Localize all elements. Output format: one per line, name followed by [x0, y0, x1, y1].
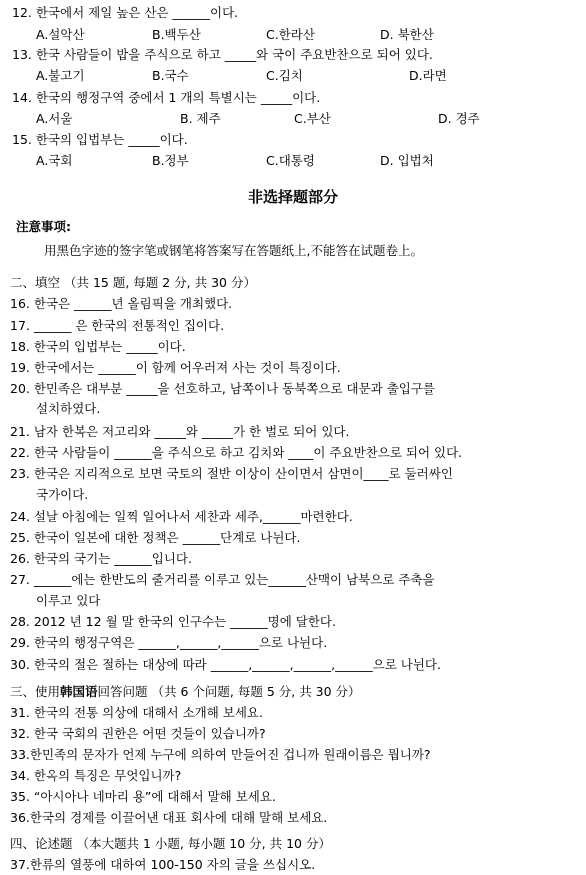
option-13-a: A.불고기: [36, 68, 85, 83]
fill-line: 25. 한국이 일본에 대한 정책은 ______단계로 나뉜다.: [10, 530, 301, 545]
fill-line: 28. 2012 년 12 월 말 한국의 인구수는 ______명에 달한다.: [10, 614, 336, 629]
short-answer-line: 31. 한국의 전통 의상에 대해서 소개해 보세요.: [10, 705, 263, 720]
fill-line: 30. 한국의 절은 절하는 대상에 따라 ______,______,______,______으로 나뉜다.: [10, 657, 441, 672]
fill-line-continued: 설치하였다.: [36, 401, 101, 416]
short-answer-line: 32. 한국 국회의 권한은 어떤 것들이 있습니까?: [10, 726, 266, 741]
fill-line: 21. 남자 한복은 저고리와 _____와 _____가 한 벌로 되어 있다.: [10, 424, 350, 439]
fill-line: 20. 한민족은 대부분 _____을 선호하고, 남쪽이나 동북쪽으로 대문과 출입구를: [10, 381, 435, 396]
fill-line: 24. 설날 아침에는 일찍 일어나서 세찬과 세주,______마련한다.: [10, 509, 353, 524]
fill-line-continued: 이루고 있다: [36, 593, 101, 608]
fill-line: 23. 한국은 지리적으로 보면 국토의 절반 이상이 산이면서 삼면이____로 둘러싸인: [10, 466, 453, 481]
option-13-c: C.김치: [266, 68, 303, 83]
fill-line: 29. 한국의 행정구역은 ______,______,______으로 나뉜다.: [10, 635, 328, 650]
fill-line: 16. 한국은 ______년 올림픽을 개최했다.: [10, 296, 233, 311]
fill-line: 22. 한국 사람들이 ______을 주식으로 하고 김치와 ____이 주요반찬으로 되어 있다.: [10, 445, 463, 460]
option-15-a: A.국회: [36, 153, 73, 168]
short-answer-line: 34. 한옥의 특징은 무엇입니까?: [10, 768, 182, 783]
fill-line: 19. 한국에서는 ______이 함께 어우러져 사는 것이 특징이다.: [10, 360, 341, 375]
option-13-b: B.국수: [152, 68, 189, 83]
option-14-b: B. 제주: [180, 111, 221, 126]
option-12-d: D. 북한산: [380, 27, 434, 42]
fill-line: 18. 한국의 입법부는 _____이다.: [10, 339, 186, 354]
essay-heading: 四、论述题 （本大题共 1 小题, 每小题 10 分, 共 10 分）: [10, 836, 331, 851]
option-12-c: C.한라산: [266, 27, 315, 42]
option-13-d: D.라면: [409, 68, 447, 83]
notice-heading: 注意事项:: [16, 219, 71, 234]
heading-language: 韩国语: [60, 684, 98, 699]
question-12: 12. 한국에서 제일 높은 산은 ______이다.: [12, 5, 239, 20]
fill-line: 17. ______ 은 한국의 전통적인 집이다.: [10, 318, 225, 333]
fill-line: 26. 한국의 국기는 ______입니다.: [10, 551, 192, 566]
fill-line-continued: 국가이다.: [36, 487, 89, 502]
essay-line: 37.한류의 열풍에 대하여 100-150 자의 글을 쓰십시오.: [10, 857, 316, 872]
heading-suffix: 回答问题 （共 6 个问题, 每题 5 分, 共 30 分）: [97, 684, 361, 699]
short-answer-heading: [10, 684, 361, 700]
option-15-b: B.정부: [152, 153, 189, 168]
short-answer-line: 35. “아시아나 네마리 용”에 대해서 말해 보세요.: [10, 789, 276, 804]
notice-body: 用黑色字迹的签字笔或钢笔将答案写在答题纸上,不能答在试题卷上。: [44, 243, 423, 258]
option-15-c: C.대통령: [266, 153, 315, 168]
question-13: 13. 한국 사람들이 밥을 주식으로 하고 _____와 국이 주요반찬으로 되어 있다.: [12, 47, 433, 62]
option-14-a: A.서울: [36, 111, 73, 126]
option-12-a: A.설악산: [36, 27, 85, 42]
option-14-c: C.부산: [294, 111, 331, 126]
short-answer-line: 36.한국의 경제를 이끌어낸 대표 회사에 대해 말해 보세요.: [10, 810, 328, 825]
question-14: 14. 한국의 행정구역 중에서 1 개의 특별시는 _____이다.: [12, 90, 321, 105]
option-12-b: B.백두산: [152, 27, 201, 42]
fill-line: 27. ______에는 한반도의 줄거리를 이루고 있는______산맥이 남북으로 주축을: [10, 572, 435, 587]
fill-heading: 二、填空 （共 15 题, 每题 2 分, 共 30 分）: [10, 275, 256, 290]
option-14-d: D. 경주: [438, 111, 480, 126]
section-title: 非选择题部分: [247, 188, 338, 206]
short-answer-line: 33.한민족의 문자가 언제 누구에 의하여 만들어진 겁니까 원래이름은 뭡니까?: [10, 747, 431, 762]
option-15-d: D. 입법처: [380, 153, 434, 168]
heading-prefix: 三、使用: [10, 684, 61, 699]
question-15: 15. 한국의 입법부는 _____이다.: [12, 132, 188, 147]
